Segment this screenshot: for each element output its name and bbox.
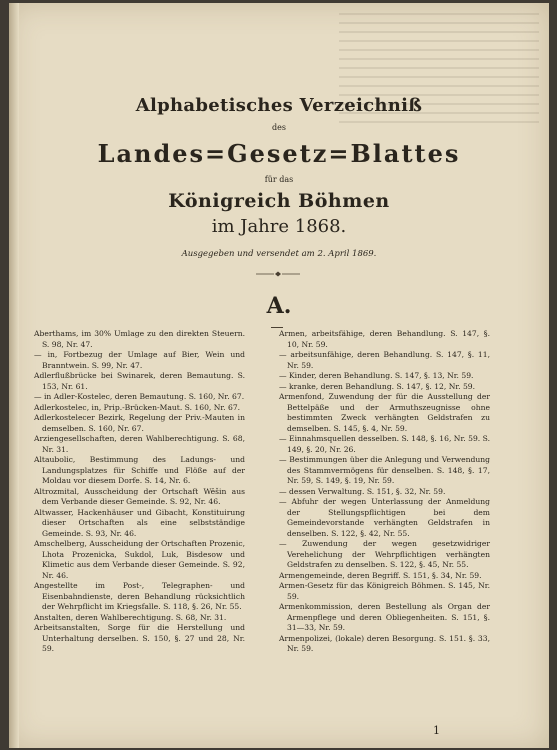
- index-entry: Aberthams, im 30% Umlage zu den direkten Steuern. S. 98, Nr. 47.: [34, 329, 245, 349]
- index-entry: Arziengesellschaften, deren Wahlberechtigung. S. 68, Nr. 31.: [34, 434, 245, 454]
- section-letter: A.: [266, 293, 292, 319]
- page: [9, 3, 549, 748]
- index-entry: Adlerflußbrücke bei Swinarek, deren Bemautung. S. 153, Nr. 61.: [34, 371, 245, 391]
- index-entry: Armenkommission, deren Bestellung als Organ der Armenpflege und deren Obliegenheiten. S. 151, §. 31—33, Nr. 59.: [279, 602, 490, 632]
- title-fuer-das: für das: [264, 175, 294, 184]
- index-entry: Anstalten, deren Wahlberechtigung. S. 68, Nr. 31.: [34, 612, 227, 622]
- left-column: [34, 329, 245, 655]
- index-entry: — Bestimmungen über die Anlegung und Verwendung des Stammvermögens für denselben. S. 148, §. 17, Nr. 59, S. 149, §. 19, Nr. 59.: [279, 455, 490, 485]
- index-entry: Armen-Gesetz für das Königreich Böhmen. S. 145, Nr. 59.: [279, 581, 490, 601]
- divider-ornament: [256, 271, 300, 277]
- index-entry: Amschelberg, Ausscheidung der Ortschaften Prozenic, Lhota Prozenicka, Sukdol, Luk, Bisdesow und Klimetic aus dem Verbande dieser Gemeinde. S. 92, Nr. 46.: [34, 539, 245, 580]
- index-entry: Armenfond, Zuwendung der für die Ausstellung der Bettelpäße und der Armuthszeugnisse ohne bestimmten Zweck verhängten Geldstrafen zu demselben. S. 145, §. 4, Nr. 59.: [279, 392, 490, 433]
- index-entry: Altwasser, Hackenhäuser und Gibacht, Konstituirung dieser Ortschaften als eine selbstständige Gemeinde. S. 93, Nr. 46.: [34, 507, 245, 538]
- index-entry: Altrozmital, Ausscheidung der Ortschaft Wěšin aus dem Verbande dieser Gemeinde. S. 92, Nr. 46.: [34, 486, 245, 506]
- index-entry: — in, Fortbezug der Umlage auf Bier, Wein und Branntwein. S. 99, Nr. 47.: [34, 350, 245, 370]
- index-entry: — Zuwendung der wegen gesetzwidriger Verehelichung der Wehrpflichtigen verhängten Geldstrafen zu denselben. S. 122, §. 45, Nr. 55.: [279, 539, 490, 569]
- index-entry: — in Adler-Kostelec, deren Bemautung. S. 160, Nr. 67.: [34, 392, 245, 401]
- index-entry: — kranke, deren Behandlung. S. 147, §. 12, Nr. 59.: [279, 381, 476, 391]
- right-column: [279, 329, 490, 655]
- index-entry: Altaubolic, Bestimmung des Ladungs- und Landungsplatzes für Schiffe und Flöße auf der Moldau vor diesem Dorfe. S. 14, Nr. 6.: [34, 455, 245, 485]
- section-rule: [271, 327, 283, 328]
- title-des: des: [272, 123, 286, 132]
- index-entry: — dessen Verwaltung. S. 151, §. 32, Nr. 59.: [279, 486, 446, 496]
- index-entry: Armenpolizei, (lokale) deren Besorgung. S. 151. §. 33, Nr. 59.: [279, 633, 490, 653]
- kingdom-title: Königreich Böhmen: [168, 190, 390, 212]
- index-entry: Adlerkostelec, in, Prip.-Brücken-Maut. S. 160, Nr. 67.: [34, 402, 241, 412]
- index-entry: — arbeitsunfähige, deren Behandlung. S. 147, §. 11, Nr. 59.: [279, 350, 490, 370]
- page-number: 1: [433, 724, 440, 737]
- gazette-title: Landes=Gesetz=Blattes: [97, 139, 461, 168]
- index-entry: — Abfuhr der wegen Unterlassung der Anmeldung der Stellungspflichtigen bei dem Gemeindevorstande verhängten Geldstrafen in denselben. S. 122, §. 42, Nr. 55.: [279, 497, 490, 538]
- index-entry: — Einnahmsquellen desselben. S. 148, §. 16, Nr. 59. S. 149, §. 20, Nr. 26.: [279, 434, 490, 454]
- index-entry: Armen, arbeitsfähige, deren Behandlung. S. 147, §. 10, Nr. 59.: [279, 329, 490, 349]
- index-entry: Arbeitsanstalten, Sorge für die Herstellung und Unterhaltung derselben. S. 150, §. 27 und 28, Nr. 59.: [34, 623, 245, 653]
- index-entry: Adlerkostelecer Bezirk, Regelung der Priv.-Mauten in demselben. S. 160, Nr. 67.: [34, 413, 245, 433]
- index-entry: Armengemeinde, deren Begriff. S. 151, §. 34, Nr. 59.: [279, 570, 482, 580]
- index-title: Alphabetisches Verzeichniß: [135, 95, 423, 116]
- year-title: im Jahre 1868.: [211, 216, 347, 237]
- index-entry: — Kinder, deren Behandlung. S. 147, §. 13, Nr. 59.: [279, 371, 474, 380]
- index-entry: Angestellte im Post-, Telegraphen- und Eisenbahndienste, deren Behandlung rücksichtlich der Wehrpflicht im Kriegsfalle. S. 118, §. 26, Nr. 55.: [34, 581, 245, 611]
- issue-date: Ausgegeben und versendet am 2. April 1869.: [181, 249, 377, 259]
